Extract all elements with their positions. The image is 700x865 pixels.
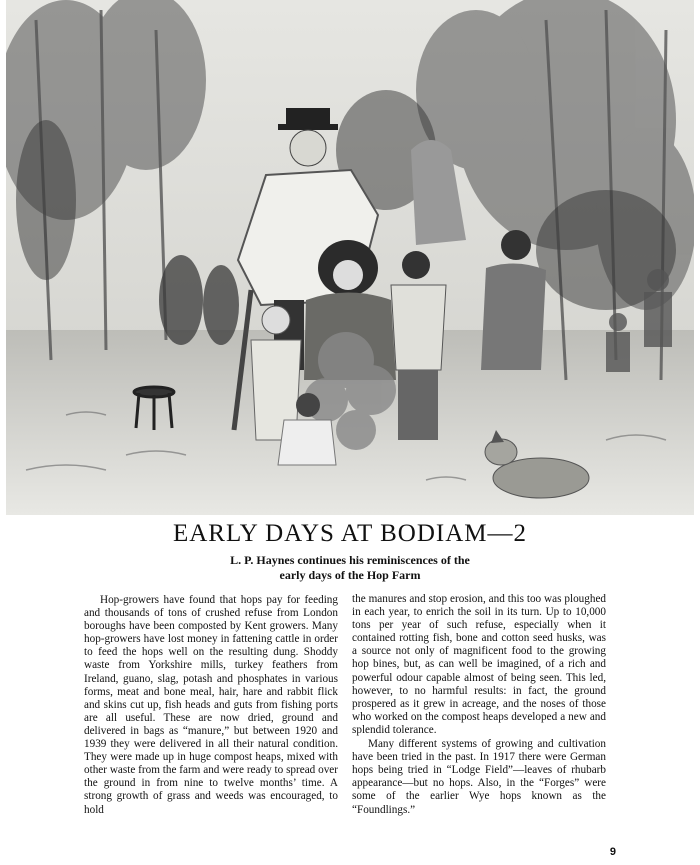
left-column <box>84 594 338 817</box>
paragraph-continued: the manures and stop erosion, and this too was ploughed in each year, to enrich the soil in its turn. Up to 10,000 tons per year of such refuse, especially when it contained rotting fish, bone and cotton seed husks, was a source not only of magnificent food to the growing hop bines, but, as can well be imagined, of a rich and powerful odour capable almost of being seen. This led, however, to no harmful results: in fact, the ground prospered as it grew in acreage, and the noses of those who worked on the compost heaps developed a new and splendid tolerance. <box>352 593 606 736</box>
article-subtitle <box>0 553 700 583</box>
page-number: 9 <box>609 846 616 858</box>
hop-picking-illustration <box>6 0 694 515</box>
paragraph: Many different systems of growing and cultivation have been tried in the past. In 1917 there were German hops being tried in “Lodge Field”—leaves of rhubarb appearance—but no hops. Also, in the “Forges” were some of the earlier Wye hops known as the “Foundlings.” <box>352 738 606 816</box>
engraving-picture <box>6 0 694 515</box>
subtitle-line: L. P. Haynes continues his reminiscences of the <box>230 553 470 567</box>
right-column <box>352 593 606 817</box>
paragraph: Hop-growers have found that hops pay for feeding and thousands of tons of crushed refuse from London boroughs have been composted by Kent growers. Many hop-growers have lost money in fattening cattle in order to feed the hops well on the resulting dung. Shoddy waste from Yorkshire mills, turkey feathers from Ireland, guano, slag, potash and phosphates in various forms, meat and bone meal, hair, hare and rabbit flick and skins cut up, fish heads and guts from fishing ports are all useful. These are now dried, ground and delivered in bags as “manure,” but between 1920 and 1939 they were delivered in all their natural condition. They were made up in huge compost heaps, mixed with other waste from the farm and were ready to spread over the ground in from nine to twelve months’ time. A strong growth of grass and weeds was encouraged, to hold <box>84 594 338 816</box>
subtitle-line: early days of the Hop Farm <box>279 568 421 582</box>
article-title: EARLY DAYS AT BODIAM—2 <box>172 520 528 547</box>
